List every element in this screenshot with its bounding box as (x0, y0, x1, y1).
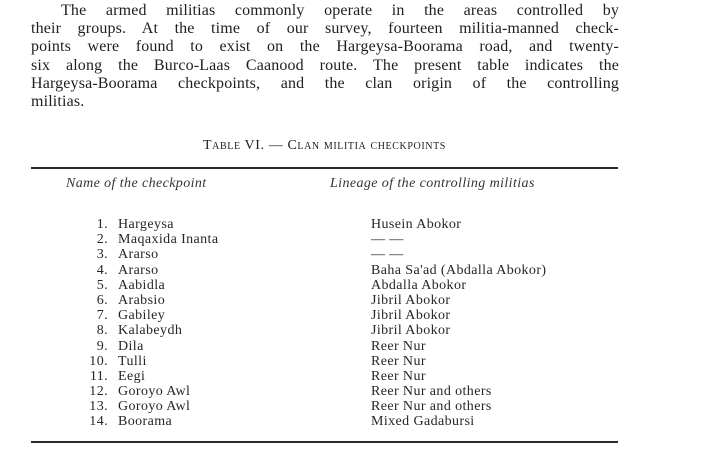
row-number: 8. (96, 323, 108, 339)
table-row (0, 339, 719, 354)
militia-lineage: Mixed Gadabursi (371, 414, 475, 430)
body-paragraph (31, 2, 619, 111)
row-number: 5. (96, 277, 108, 293)
checkpoint-name: Ararso (118, 262, 159, 278)
militia-lineage: Jibril Abokor (371, 308, 451, 324)
table-row (0, 278, 719, 293)
column-header-checkpoint: Name of the checkpoint (66, 176, 207, 191)
paragraph-line: Hargeysa-Boorama checkpoints, and the clan origin of the controlling (31, 74, 619, 92)
row-number: 2. (96, 232, 108, 248)
table-row (0, 369, 719, 384)
militia-lineage: Reer Nur and others (371, 384, 492, 400)
checkpoint-name: Kalabeydh (118, 323, 183, 339)
row-number: 3. (96, 247, 108, 263)
table-title: Clan militia checkpoints (287, 138, 446, 153)
checkpoint-name: Goroyo Awl (118, 384, 191, 400)
militia-lineage: — — (371, 232, 404, 248)
row-number: 4. (96, 262, 108, 278)
militia-lineage: Jibril Abokor (371, 323, 451, 339)
paragraph-line: their groups. At the time of our survey, fourteen militia-manned check- (31, 20, 619, 38)
table-body (0, 217, 719, 430)
militia-lineage: Reer Nur (371, 353, 426, 369)
table-row (0, 263, 719, 278)
table-row (0, 247, 719, 262)
checkpoint-name: Eegi (118, 368, 146, 384)
row-number: 1. (96, 217, 108, 232)
checkpoint-name: Arabsio (118, 292, 166, 308)
table-top-rule (31, 167, 618, 169)
table-row (0, 384, 719, 399)
checkpoint-name: Hargeysa (118, 217, 174, 232)
row-number: 9. (96, 338, 108, 354)
paragraph-line: militias. (31, 92, 85, 110)
row-number: 7. (96, 308, 108, 324)
militia-lineage: Abdalla Abokor (371, 277, 467, 293)
checkpoint-name: Goroyo Awl (118, 399, 191, 415)
militia-lineage: Reer Nur (371, 338, 426, 354)
column-header-lineage: Lineage of the controlling militias (330, 176, 535, 191)
row-number: 10. (89, 353, 108, 369)
row-number: 6. (96, 292, 108, 308)
row-number: 11. (89, 368, 108, 384)
table-row (0, 308, 719, 323)
militia-lineage: Husein Abokor (371, 217, 462, 232)
checkpoint-name: Tulli (118, 353, 147, 369)
checkpoint-name: Ararso (118, 247, 159, 263)
militia-lineage: Baha Sa'ad (Abdalla Abokor) (371, 262, 547, 278)
militia-lineage: Reer Nur and others (371, 399, 492, 415)
table-row (0, 354, 719, 369)
paragraph-line: six along the Burco-Laas Caanood route. The present table indicates the (31, 56, 619, 74)
paragraph-line: points were found to exist on the Hargeysa-Boorama road, and twenty- (31, 38, 619, 56)
checkpoint-name: Aabidla (118, 277, 166, 293)
militia-lineage: — — (371, 247, 404, 263)
checkpoint-name: Dila (118, 338, 144, 354)
table-row (0, 414, 719, 429)
checkpoint-name: Boorama (118, 414, 173, 430)
table-row (0, 399, 719, 414)
row-number: 12. (89, 384, 108, 400)
row-number: 13. (89, 399, 108, 415)
table-bottom-rule (31, 441, 618, 443)
table-row (0, 293, 719, 308)
militia-lineage: Reer Nur (371, 368, 426, 384)
checkpoint-name: Maqaxida Inanta (118, 232, 219, 248)
row-number: 14. (89, 414, 108, 430)
table-number: Table VI. (203, 138, 265, 153)
militia-lineage: Jibril Abokor (371, 292, 451, 308)
paragraph-line: The armed militias commonly operate in the areas controlled by (61, 2, 619, 19)
checkpoint-name: Gabiley (118, 308, 166, 324)
caption-dash: — (268, 138, 284, 153)
table-row (0, 217, 719, 232)
table-caption (0, 138, 684, 154)
table-row (0, 323, 719, 338)
table-row (0, 232, 719, 247)
